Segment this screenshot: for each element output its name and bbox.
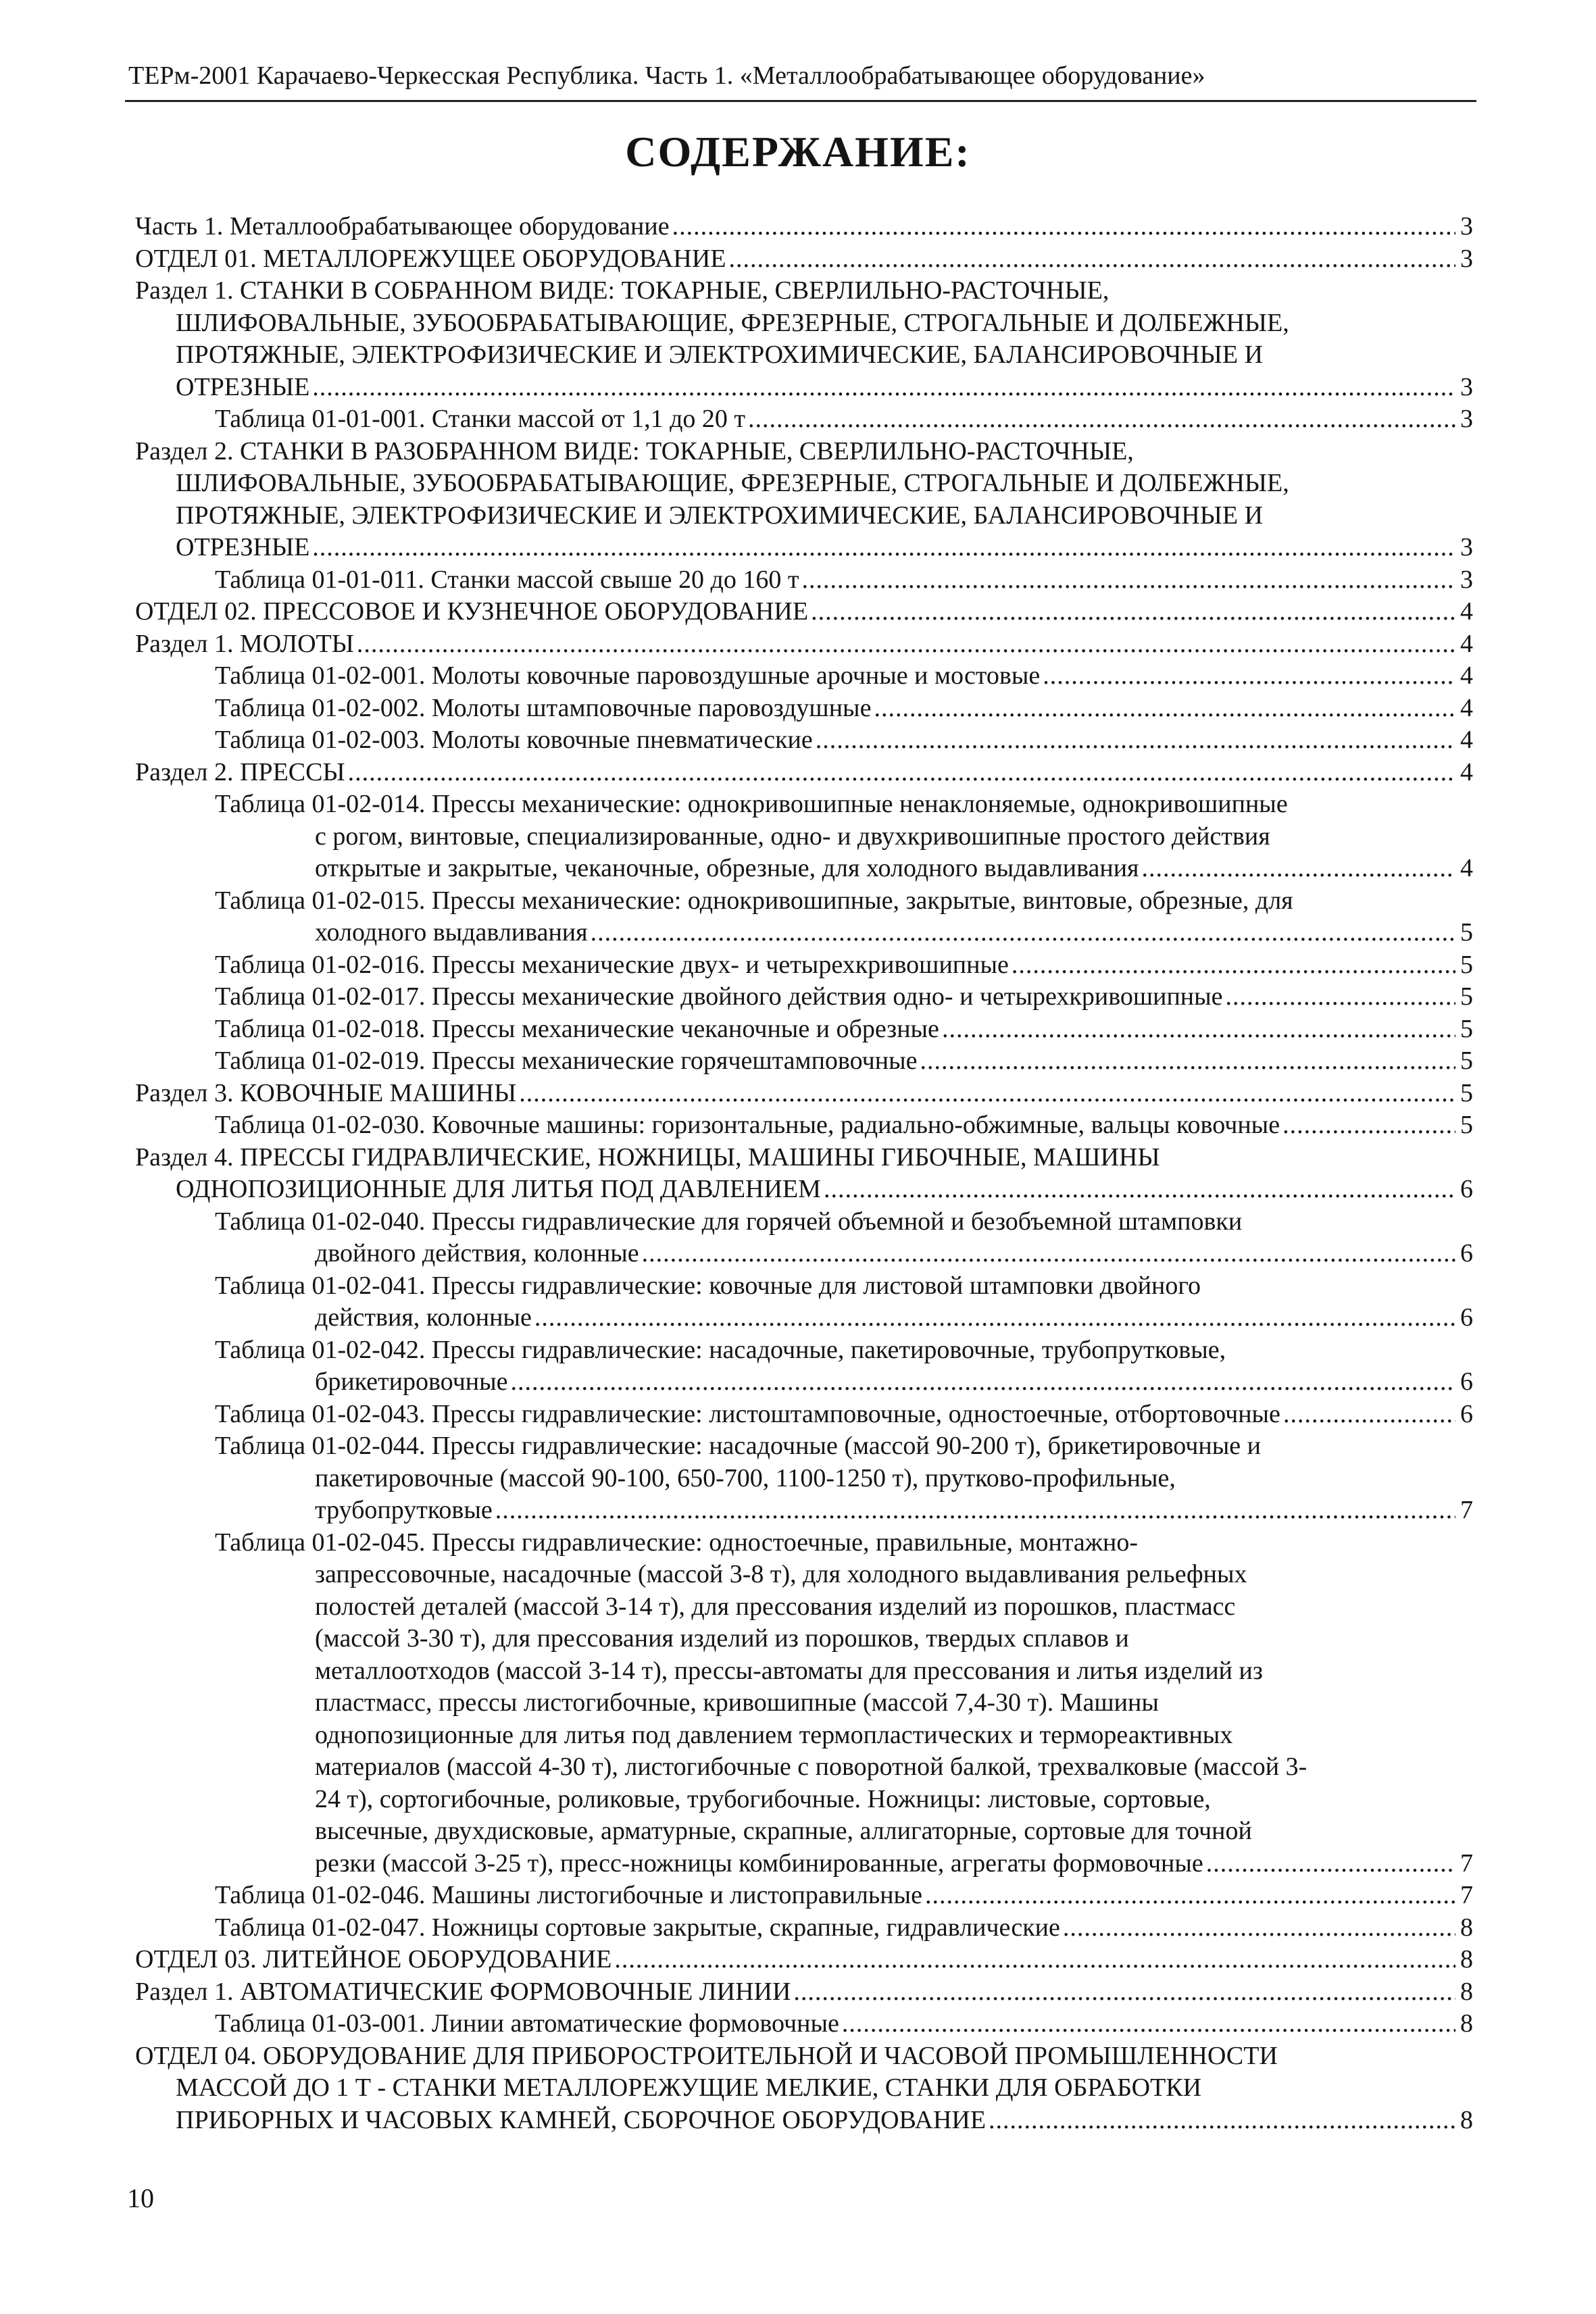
dot-leader: [920, 1045, 1455, 1078]
header-rule: [125, 100, 1476, 102]
toc-entry-text: ШЛИФОВАЛЬНЫЕ, ЗУБООБРАБАТЫВАЮЩИЕ, ФРЕЗЕРНЫЕ, СТРОГАЛЬНЫЕ И ДОЛБЕЖНЫЕ,: [176, 308, 1289, 337]
toc-page-number: 3: [1460, 565, 1473, 594]
dot-leader: [1283, 1399, 1455, 1431]
toc-entry-text: ОТДЕЛ 04. ОБОРУДОВАНИЕ ДЛЯ ПРИБОРОСТРОИТЕЛЬНОЙ И ЧАСОВОЙ ПРОМЫШЛЕННОСТИ: [135, 2041, 1278, 2070]
toc-entry[interactable]: [135, 211, 1473, 243]
dot-leader: [312, 532, 1455, 564]
dot-leader: [1282, 1109, 1455, 1142]
dot-leader: [495, 1494, 1455, 1527]
toc-entry[interactable]: [135, 1078, 1473, 1110]
toc-entry-text: Таблица 01-01-001. Станки массой от 1,1 до 20 т: [215, 405, 746, 433]
toc-entry[interactable]: [135, 1334, 1473, 1399]
toc-entry-text: ПРОТЯЖНЫЕ, ЭЛЕКТРОФИЗИЧЕСКИЕ И ЭЛЕКТРОХИМИЧЕСКИЕ, БАЛАНСИРОВОЧНЫЕ И: [176, 341, 1264, 369]
toc-page-number: 5: [1460, 1078, 1473, 1107]
toc-entry[interactable]: [135, 949, 1473, 982]
toc-entry[interactable]: [135, 1109, 1473, 1142]
toc-entry-text: ОТДЕЛ 02. ПРЕССОВОЕ И КУЗНЕЧНОЕ ОБОРУДОВАНИЕ: [135, 597, 809, 626]
toc-entry-text: трубопрутковые: [315, 1496, 493, 1524]
dot-leader: [1142, 853, 1455, 885]
toc-entry-text: полостей деталей (массой 3-14 т), для прессования изделий из порошков, пластмасс: [315, 1592, 1236, 1621]
toc-entry[interactable]: [135, 564, 1473, 597]
toc-entry[interactable]: [135, 2040, 1473, 2137]
toc-entry-text: брикетировочные: [315, 1367, 508, 1396]
toc-entry-text: ШЛИФОВАЛЬНЫЕ, ЗУБООБРАБАТЫВАЮЩИЕ, ФРЕЗЕРНЫЕ, СТРОГАЛЬНЫЕ И ДОЛБЕЖНЫЕ,: [176, 469, 1289, 497]
toc-entry-text: Таблица 01-02-015. Прессы механические: однокривошипные, закрытые, винтовые, обрезные, для: [215, 886, 1293, 915]
dot-leader: [842, 2008, 1455, 2040]
toc-entry[interactable]: [135, 885, 1473, 949]
dot-leader: [1206, 1848, 1455, 1880]
toc-entry-text: с рогом, винтовые, специализированные, одно- и двухкривошипные простого действия: [315, 822, 1270, 851]
toc-entry[interactable]: [135, 1270, 1473, 1334]
toc-entry-text: ОТРЕЗНЫЕ: [176, 533, 310, 561]
toc-entry-text: Раздел 2. ПРЕССЫ: [135, 757, 345, 786]
toc-entry[interactable]: [135, 788, 1473, 885]
dot-leader: [1043, 660, 1455, 693]
toc-entry[interactable]: [135, 1045, 1473, 1078]
toc-entry[interactable]: [135, 724, 1473, 757]
dot-leader: [811, 596, 1455, 628]
toc-entry-text: Таблица 01-01-011. Станки массой свыше 20 до 160 т: [215, 565, 799, 594]
toc-entry-text: Таблица 01-02-040. Прессы гидравлические для горячей объемной и безобъемной штамповки: [215, 1207, 1243, 1236]
toc-page-number: 3: [1460, 212, 1473, 241]
toc-entry[interactable]: [135, 1206, 1473, 1270]
toc-entry-text: резки (массой 3-25 т), пресс-ножницы комбинированные, агрегаты формовочные: [315, 1848, 1203, 1878]
toc-entry-text: ОТДЕЛ 01. МЕТАЛЛОРЕЖУЩЕЕ ОБОРУДОВАНИЕ: [135, 244, 726, 273]
toc-entry-text: двойного действия, колонные: [315, 1239, 639, 1267]
toc-entry-text: 24 т), сортогибочные, роликовые, трубогибочные. Ножницы: листовые, сортовые,: [315, 1784, 1211, 1813]
dot-leader: [942, 1013, 1455, 1046]
toc-entry[interactable]: [135, 1880, 1473, 1912]
toc-entry[interactable]: [135, 275, 1473, 403]
toc-entry-text: однопозиционные для литья под давлением термопластических и термореактивных: [315, 1720, 1233, 1749]
toc-page-number: 7: [1460, 1848, 1473, 1878]
toc-entry-text: Раздел 4. ПРЕССЫ ГИДРАВЛИЧЕСКИЕ, НОЖНИЦЫ, МАШИНЫ ГИБОЧНЫЕ, МАШИНЫ: [135, 1142, 1160, 1172]
toc-entry-text: Таблица 01-02-002. Молоты штамповочные паровоздушные: [215, 693, 872, 722]
toc-entry[interactable]: [135, 1013, 1473, 1046]
dot-leader: [1063, 1912, 1455, 1944]
toc-page-number: 3: [1460, 244, 1473, 273]
page-number: 10: [127, 2183, 154, 2213]
toc-entry-text: открытые и закрытые, чеканочные, обрезные, для холодного выдавливания: [315, 854, 1139, 882]
toc-entry-text: МАССОЙ ДО 1 Т - СТАНКИ МЕТАЛЛОРЕЖУЩИЕ МЕЛКИЕ, СТАНКИ ДЛЯ ОБРАБОТКИ: [176, 2073, 1202, 2102]
toc-entry[interactable]: [135, 660, 1473, 693]
toc-page-number: 5: [1460, 1111, 1473, 1139]
toc-entry-text: Таблица 01-03-001. Линии автоматические формовочные: [215, 2009, 839, 2038]
toc-page-number: 4: [1460, 693, 1473, 722]
dot-leader: [801, 564, 1455, 597]
dot-leader: [1226, 981, 1455, 1013]
toc-entry-text: Таблица 01-02-045. Прессы гидравлические: одностоечные, правильные, монтажно-: [215, 1528, 1139, 1557]
toc-entry-text: Часть 1. Металлообрабатывающее оборудование: [135, 212, 670, 241]
toc-entry-text: ОТДЕЛ 03. ЛИТЕЙНОЕ ОБОРУДОВАНИЕ: [135, 1945, 612, 1973]
toc-entry-text: Таблица 01-02-019. Прессы механические горячештамповочные: [215, 1047, 918, 1075]
toc-entry-text: Таблица 01-02-018. Прессы механические чеканочные и обрезные: [215, 1014, 939, 1043]
toc-entry[interactable]: [135, 1430, 1473, 1527]
toc-entry-text: металлоотходов (массой 3-14 т), прессы-автоматы для прессования и литья изделий из: [315, 1656, 1263, 1685]
toc-entry-text: Раздел 3. КОВОЧНЫЕ МАШИНЫ: [135, 1078, 517, 1107]
toc-page-number: 8: [1460, 1945, 1473, 1973]
toc-page-number: 3: [1460, 405, 1473, 433]
toc-entry[interactable]: [135, 757, 1473, 789]
toc-page-number: 4: [1460, 757, 1473, 786]
toc-page-number: 6: [1460, 1175, 1473, 1203]
toc-entry-text: Раздел 2. СТАНКИ В РАЗОБРАННОМ ВИДЕ: ТОКАРНЫЕ, СВЕРЛИЛЬНО-РАСТОЧНЫЕ,: [135, 436, 1134, 466]
toc-entry-text: Раздел 1. АВТОМАТИЧЕСКИЕ ФОРМОВОЧНЫЕ ЛИНИИ: [135, 1977, 791, 2006]
toc-page-number: 4: [1460, 629, 1473, 658]
toc-page-number: 4: [1460, 726, 1473, 754]
dot-leader: [1012, 949, 1455, 982]
toc-entry-text: Таблица 01-02-016. Прессы механические двух- и четырехкривошипные: [215, 950, 1009, 979]
dot-leader: [642, 1238, 1455, 1270]
dot-leader: [748, 403, 1455, 436]
toc-entry-text: Таблица 01-02-001. Молоты ковочные паровоздушные арочные и мостовые: [215, 661, 1041, 690]
dot-leader: [824, 1174, 1455, 1206]
toc-page-number: 4: [1460, 597, 1473, 626]
toc-page-number: 5: [1460, 918, 1473, 947]
dot-leader: [925, 1880, 1455, 1912]
dot-leader: [534, 1302, 1455, 1334]
toc-entry[interactable]: [135, 981, 1473, 1013]
running-header: ТЕРм-2001 Карачаево-Черкесская Республика. Часть 1. «Металлообрабатывающее оборудование»: [128, 61, 1205, 90]
toc-page-number: 3: [1460, 372, 1473, 401]
toc-entry-text: Таблица 01-02-043. Прессы гидравлические: листоштамповочные, одностоечные, отбортовочные: [215, 1399, 1280, 1428]
dot-leader: [312, 372, 1455, 404]
dot-leader: [793, 1976, 1455, 2009]
dot-leader: [348, 757, 1455, 789]
toc-entry-text: Таблица 01-02-003. Молоты ковочные пневматические: [215, 726, 813, 754]
toc-entry-text: пластмасс, прессы листогибочные, кривошипные (массой 7,4-30 т). Машины: [315, 1688, 1159, 1717]
toc-entry[interactable]: [135, 1944, 1473, 1976]
toc-page-number: 8: [1460, 1913, 1473, 1942]
toc-entry-text: запрессовочные, насадочные (массой 3-8 т), для холодного выдавливания рельефных: [315, 1560, 1247, 1588]
toc-entry-text: (массой 3-30 т), для прессования изделий из порошков, твердых сплавов и: [315, 1624, 1129, 1653]
toc-entry[interactable]: [135, 596, 1473, 628]
toc-page-number: 4: [1460, 661, 1473, 690]
toc-entry[interactable]: [135, 403, 1473, 436]
dot-leader: [591, 917, 1455, 949]
toc-page-number: 6: [1460, 1239, 1473, 1267]
toc-entry-text: ОДНОПОЗИЦИОННЫЕ ДЛЯ ЛИТЬЯ ПОД ДАВЛЕНИЕМ: [176, 1175, 821, 1203]
toc-page-number: 7: [1460, 1881, 1473, 1909]
toc-entry[interactable]: [135, 693, 1473, 725]
dot-leader: [357, 628, 1455, 661]
dot-leader: [614, 1944, 1455, 1976]
dot-leader: [874, 693, 1455, 725]
toc-entry[interactable]: [135, 1142, 1473, 1206]
page-title: СОДЕРЖАНИЕ:: [625, 128, 971, 176]
toc-page-number: 6: [1460, 1399, 1473, 1428]
toc-entry[interactable]: [135, 1912, 1473, 1944]
toc-page-number: 8: [1460, 2009, 1473, 2038]
table-of-contents: [135, 211, 1473, 2136]
toc-entry-text: Таблица 01-02-017. Прессы механические двойного действия одно- и четырехкривошипные: [215, 982, 1223, 1011]
toc-entry[interactable]: [135, 1399, 1473, 1431]
toc-entry-text: ПРОТЯЖНЫЕ, ЭЛЕКТРОФИЗИЧЕСКИЕ И ЭЛЕКТРОХИМИЧЕСКИЕ, БАЛАНСИРОВОЧНЫЕ И: [176, 501, 1264, 530]
toc-entry-text: холодного выдавливания: [315, 918, 588, 947]
toc-entry-text: Таблица 01-02-046. Машины листогибочные и листоправильные: [215, 1881, 922, 1909]
toc-page-number: 3: [1460, 533, 1473, 561]
toc-page-number: 7: [1460, 1496, 1473, 1524]
toc-entry-text: материалов (массой 4-30 т), листогибочные с поворотной балкой, трехвалковые (массой 3-: [315, 1753, 1307, 1781]
toc-page-number: 8: [1460, 1977, 1473, 2006]
dot-leader: [989, 2105, 1455, 2137]
toc-entry-text: высечные, двухдисковые, арматурные, скрапные, аллигаторные, сортовые для точной: [315, 1817, 1252, 1845]
toc-entry-text: Таблица 01-02-041. Прессы гидравлические: ковочные для листовой штамповки двойного: [215, 1271, 1201, 1300]
toc-entry-text: Таблица 01-02-044. Прессы гидравлические: насадочные (массой 90-200 т), брикетировочные и: [215, 1432, 1261, 1460]
toc-entry-text: Раздел 1. СТАНКИ В СОБРАННОМ ВИДЕ: ТОКАРНЫЕ, СВЕРЛИЛЬНО-РАСТОЧНЫЕ,: [135, 276, 1109, 305]
toc-page-number: 8: [1460, 2105, 1473, 2134]
toc-entry[interactable]: [135, 628, 1473, 661]
toc-entry-text: пакетировочные (массой 90-100, 650-700, 1100-1250 т), прутково-профильные,: [315, 1463, 1176, 1492]
toc-page-number: 5: [1460, 1047, 1473, 1075]
toc-page-number: 5: [1460, 1014, 1473, 1043]
toc-entry-text: ПРИБОРНЫХ И ЧАСОВЫХ КАМНЕЙ, СБОРОЧНОЕ ОБОРУДОВАНИЕ: [176, 2105, 987, 2134]
toc-page-number: 5: [1460, 950, 1473, 979]
toc-entry-text: Таблица 01-02-047. Ножницы сортовые закрытые, скрапные, гидравлические: [215, 1913, 1060, 1942]
dot-leader: [672, 211, 1455, 243]
dot-leader: [816, 724, 1455, 757]
toc-page-number: 6: [1460, 1303, 1473, 1332]
toc-entry-text: ОТРЕЗНЫЕ: [176, 372, 310, 401]
toc-entry[interactable]: [135, 1527, 1473, 1880]
toc-entry[interactable]: [135, 436, 1473, 564]
dot-leader: [511, 1366, 1455, 1399]
toc-entry-text: Таблица 01-02-014. Прессы механические: однокривошипные ненаклоняемые, однокривошипные: [215, 790, 1288, 818]
toc-entry-text: действия, колонные: [315, 1303, 532, 1332]
dot-leader: [728, 243, 1455, 276]
toc-entry[interactable]: [135, 243, 1473, 276]
toc-page-number: 5: [1460, 982, 1473, 1011]
toc-entry[interactable]: [135, 1976, 1473, 2009]
toc-entry[interactable]: [135, 2008, 1473, 2040]
toc-page-number: 6: [1460, 1367, 1473, 1396]
toc-entry-text: Таблица 01-02-030. Ковочные машины: горизонтальные, радиально-обжимные, вальцы ковочные: [215, 1111, 1280, 1139]
toc-entry-text: Раздел 1. МОЛОТЫ: [135, 629, 354, 658]
toc-entry-text: Таблица 01-02-042. Прессы гидравлические: насадочные, пакетировочные, трубопрутковые,: [215, 1335, 1226, 1364]
toc-page-number: 4: [1460, 854, 1473, 882]
dot-leader: [519, 1078, 1455, 1110]
